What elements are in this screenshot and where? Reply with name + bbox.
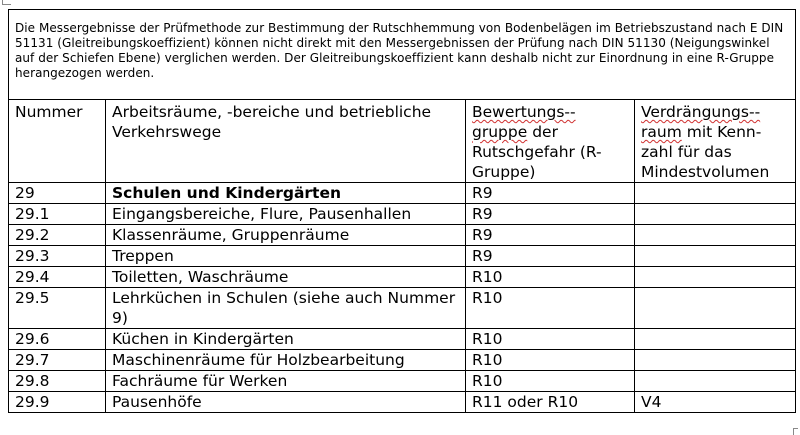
- cell-area: Lehrküchen in Schulen (siehe auch Nummer 9): [106, 288, 466, 329]
- cell-number: 29.8: [9, 371, 106, 392]
- cell-r-group: R10: [466, 371, 635, 392]
- note-text: Die Messergebnisse der Prüfmethode zur Bestimmung der Rutschhemmung von Bodenbelägen im Betriebszustand nach E DIN 51131 (Gleitreibungskoeffizient) können nicht direkt mit den Messergebnissen der Prüfung nach DIN 51130 (Neigungswinkel auf der Schiefen Ebene) verglichen werden. Der Gleitreibungskoeffizient kann deshalb nicht zur Einordnung in eine R-Gruppe herangezogen werden.: [9, 10, 796, 100]
- cell-r-group: R10: [466, 350, 635, 371]
- cell-displacement: [635, 183, 796, 204]
- header-displacement-part4: zahl für das Mindestvolumen: [641, 143, 770, 181]
- cell-number: 29.7: [9, 350, 106, 371]
- table-row: [9, 371, 796, 392]
- header-displacement-part2: raum: [641, 123, 682, 141]
- cell-number: 29: [9, 183, 106, 204]
- header-r-group-part1: Bewertungs--: [472, 103, 576, 121]
- cell-number: 29.9: [9, 392, 106, 413]
- cell-r-group: R10: [466, 329, 635, 350]
- cell-area: Toiletten, Waschräume: [106, 267, 466, 288]
- cell-area: Fachräume für Werken: [106, 371, 466, 392]
- table-row: [9, 350, 796, 371]
- cell-r-group: R9: [466, 183, 635, 204]
- header-r-group: [466, 100, 635, 183]
- cell-area: Maschinenräume für Holzbearbeitung: [106, 350, 466, 371]
- header-r-group-part3: der Rutschgefahr (R-Gruppe): [472, 123, 602, 181]
- table-row: [9, 267, 796, 288]
- table-row: [9, 225, 796, 246]
- note-row: [9, 10, 796, 100]
- cell-area: Klassenräume, Gruppenräume: [106, 225, 466, 246]
- cell-area: Schulen und Kindergärten: [106, 183, 466, 204]
- cell-area: Eingangsbereiche, Flure, Pausenhallen: [106, 204, 466, 225]
- cell-r-group: R10: [466, 267, 635, 288]
- cell-number: 29.3: [9, 246, 106, 267]
- page-corner-mark: [2, 0, 11, 5]
- table-row: [9, 204, 796, 225]
- cell-area: Pausenhöfe: [106, 392, 466, 413]
- cell-r-group: R9: [466, 246, 635, 267]
- cell-number: 29.4: [9, 267, 106, 288]
- cell-displacement: V4: [635, 392, 796, 413]
- cell-displacement: [635, 246, 796, 267]
- cell-r-group: R9: [466, 204, 635, 225]
- cell-displacement: [635, 371, 796, 392]
- cell-displacement: [635, 350, 796, 371]
- table-row: [9, 329, 796, 350]
- header-number: Nummer: [9, 100, 106, 183]
- cell-displacement: [635, 329, 796, 350]
- cell-displacement: [635, 288, 796, 329]
- slip-resistance-table: [8, 9, 796, 413]
- header-displacement: [635, 100, 796, 183]
- cell-displacement: [635, 225, 796, 246]
- cell-r-group: R10: [466, 288, 635, 329]
- header-r-group-part2: gruppe: [472, 123, 528, 141]
- cell-displacement: [635, 267, 796, 288]
- table-row: [9, 392, 796, 413]
- table-row: [9, 288, 796, 329]
- table-row: [9, 183, 796, 204]
- cell-number: 29.2: [9, 225, 106, 246]
- cell-displacement: [635, 204, 796, 225]
- header-displacement-part3: mit Kenn-: [686, 123, 762, 141]
- cell-r-group: R9: [466, 225, 635, 246]
- cell-area: Küchen in Kindergärten: [106, 329, 466, 350]
- cell-number: 29.5: [9, 288, 106, 329]
- header-displacement-part1: Verdrängungs--: [641, 103, 761, 121]
- table-row: [9, 246, 796, 267]
- cell-number: 29.6: [9, 329, 106, 350]
- header-area: Arbeitsräume, -bereiche und betriebliche Verkehrswege: [106, 100, 466, 183]
- page-corner-mark-bottom: [793, 428, 798, 435]
- cell-area: Treppen: [106, 246, 466, 267]
- header-row: [9, 100, 796, 183]
- cell-r-group: R11 oder R10: [466, 392, 635, 413]
- cell-number: 29.1: [9, 204, 106, 225]
